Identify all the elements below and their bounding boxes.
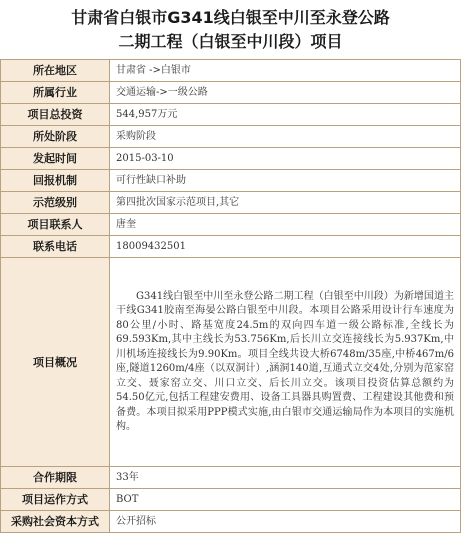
row-term [1, 467, 461, 489]
overview-value [110, 258, 461, 467]
row-mode [1, 489, 461, 511]
row-demo-level [1, 192, 461, 214]
row-date [1, 148, 461, 170]
return-label: 回报机制 [1, 170, 110, 192]
row-investment [1, 104, 461, 126]
demo-level-label: 示范级别 [1, 192, 110, 214]
row-phone [1, 236, 461, 258]
investment-value: 544,957万元 [110, 104, 461, 126]
return-value: 可行性缺口补助 [110, 170, 461, 192]
row-stage [1, 126, 461, 148]
row-region [1, 60, 461, 82]
procurement-value: 公开招标 [110, 511, 461, 533]
phone-label: 联系电话 [1, 236, 110, 258]
investment-label: 项目总投资 [1, 104, 110, 126]
title-line-1: 甘肃省白银市G341线白银至中川至永登公路 [71, 8, 390, 27]
industry-value: 交通运输->一级公路 [110, 82, 461, 104]
overview-text: G341线白银至中川至永登公路二期工程（白银至中川段）为新增国道主干线G341胶南至海晏公路白银至中川段。本项目公路采用设计行车速度为80公里/小时、路基宽度24.5m的双向四车道一级公路标准,全线长为69.593Km,其中主线长为53.756Km,后长川立交连接线长为5.937Km,中川机场连接线长为9.90Km。项目全线共设大桥6748m/35座,中桥467m/6座,隧道1260m/4座（以双洞计）,涵洞140道,互通式立交4处,分别为范家窑立交、聂家窑立交、川口立交、后长川立交。该项目投资估算总额约为54.50亿元,包括工程建安费用、设备工具器具购置费、工程建设其他费和预备费。本项目拟采用PPP模式实施,由白银市交通运输局作为本项目的实施机构。 [116, 290, 454, 432]
row-procurement [1, 511, 461, 533]
mode-value: BOT [110, 489, 461, 511]
stage-value: 采购阶段 [110, 126, 461, 148]
term-label: 合作期限 [1, 467, 110, 489]
procurement-label: 采购社会资本方式 [1, 511, 110, 533]
industry-label: 所属行业 [1, 82, 110, 104]
project-info-table [0, 59, 461, 533]
title-line-2: 二期工程（白银至中川段）项目 [118, 32, 343, 51]
date-value: 2015-03-10 [110, 148, 461, 170]
row-contact [1, 214, 461, 236]
term-value: 33年 [110, 467, 461, 489]
row-industry [1, 82, 461, 104]
stage-label: 所处阶段 [1, 126, 110, 148]
date-label: 发起时间 [1, 148, 110, 170]
phone-value: 18009432501 [110, 236, 461, 258]
row-overview [1, 258, 461, 467]
overview-label: 项目概况 [1, 258, 110, 467]
region-label: 所在地区 [1, 60, 110, 82]
page-title [0, 0, 461, 58]
contact-value: 唐奎 [110, 214, 461, 236]
mode-label: 项目运作方式 [1, 489, 110, 511]
demo-level-value: 第四批次国家示范项目,其它 [110, 192, 461, 214]
region-value: 甘肃省 ->白银市 [110, 60, 461, 82]
contact-label: 项目联系人 [1, 214, 110, 236]
row-return [1, 170, 461, 192]
